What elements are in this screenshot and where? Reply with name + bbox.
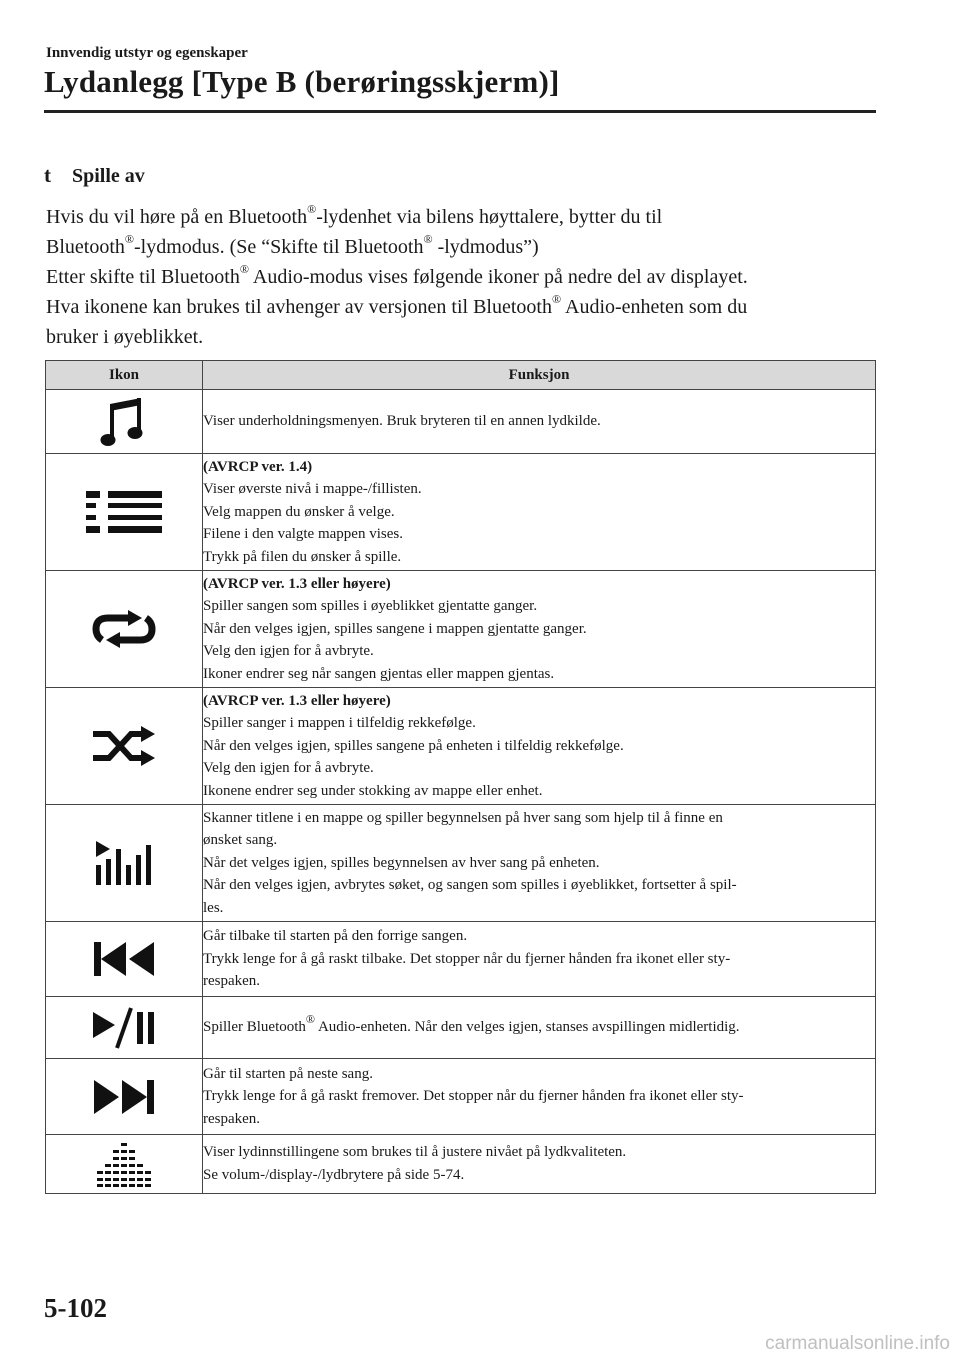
table-row <box>46 805 876 922</box>
repeat-icon <box>92 608 156 650</box>
icon-cell <box>46 997 203 1059</box>
shuffle-icon <box>91 725 157 767</box>
intro-text <box>46 202 876 352</box>
icon-function-table <box>45 360 876 1194</box>
icon-cell <box>46 922 203 997</box>
music-note-icon <box>98 394 150 450</box>
column-header-icon: Ikon <box>46 361 203 390</box>
icon-cell <box>46 688 203 805</box>
icon-cell <box>46 1059 203 1135</box>
icon-cell <box>46 454 203 571</box>
intro-line-5: bruker i øyeblikket. <box>46 326 204 348</box>
table-row <box>46 1135 876 1194</box>
function-description: Skanner titlene i en mappe og spiller begynnelsen på hver sang som hjelp til å finne en ønsket sang. Når det velges igjen, spilles begynnelsen av hver sang på enheten. Når den velges igjen, avbrytes søket, og sangen som spilles i øyeblikket, fortsetter å spil- les. <box>203 805 876 922</box>
table-row <box>46 571 876 688</box>
icon-cell <box>46 805 203 922</box>
previous-track-icon <box>92 940 156 978</box>
subheading-text: Spille av <box>72 165 145 187</box>
subheading <box>44 163 145 188</box>
subheading-bullet: t <box>44 163 51 187</box>
table-row <box>46 390 876 454</box>
scan-icon <box>94 839 154 887</box>
intro-line-4: Hva ikonene kan brukes til avhenger av versjonen til Bluetooth® Audio-enheten som du <box>46 292 748 318</box>
equalizer-icon <box>97 1141 151 1187</box>
section-label: Innvendig utstyr og egenskaper <box>46 45 248 61</box>
function-description: (AVRCP ver. 1.4) Viser øverste nivå i mappe-/fillisten. Velg mappen du ønsker å velge. Filene i den valgte mappen vises. Trykk på filen du ønsker å spille. <box>203 454 876 571</box>
function-description: Spiller Bluetooth® Audio-enheten. Når den velges igjen, stanses avspillingen midlertidig. <box>203 997 876 1059</box>
function-description: (AVRCP ver. 1.3 eller høyere) Spiller sangen som spilles i øyeblikket gjentatte ganger. Når den velges igjen, spilles sangene i mappen gjentatte ganger. Velg den igjen for å avbryte. Ikoner endrer seg når sangen gjentas eller mappen gjentas. <box>203 571 876 688</box>
table-row <box>46 922 876 997</box>
folder-list-icon <box>86 489 162 535</box>
table-row <box>46 997 876 1059</box>
icon-cell <box>46 1135 203 1194</box>
intro-line-2: Bluetooth®-lydmodus. (Se “Skifte til Bluetooth® -lydmodus”) <box>46 232 539 258</box>
column-header-function: Funksjon <box>203 361 876 390</box>
function-description: (AVRCP ver. 1.3 eller høyere) Spiller sanger i mappen i tilfeldig rekkefølge. Når den velges igjen, spilles sangene på enheten i tilfeldig rekkefølge. Velg den igjen for å avbryte. Ikonene endrer seg under stokking av mappe eller enhet. <box>203 688 876 805</box>
page-number: 5-102 <box>44 1293 107 1323</box>
function-description: Viser lydinnstillingene som brukes til å justere nivået på lydkvaliteten. Se volum-/display-/lydbrytere på side 5-74. <box>203 1135 876 1194</box>
table-row <box>46 1059 876 1135</box>
page-title: Lydanlegg [Type B (berøringsskjerm)] <box>44 64 560 99</box>
function-description: Viser underholdningsmenyen. Bruk bryteren til en annen lydkilde. <box>203 390 876 454</box>
watermark: carmanualsonline.info <box>765 1333 950 1354</box>
table-row <box>46 688 876 805</box>
table-row <box>46 454 876 571</box>
play-pause-icon <box>91 1006 157 1050</box>
icon-cell <box>46 390 203 454</box>
table-header-row <box>46 361 876 390</box>
title-divider <box>44 110 876 113</box>
function-description: Går til starten på neste sang. Trykk lenge for å gå raskt fremover. Det stopper når du fjerner hånden fra ikonet eller sty- respaken. <box>203 1059 876 1135</box>
intro-line-3: Etter skifte til Bluetooth® Audio-modus vises følgende ikoner på nedre del av displayet. <box>46 262 748 288</box>
next-track-icon <box>92 1078 156 1116</box>
icon-cell <box>46 571 203 688</box>
function-description: Går tilbake til starten på den forrige sangen. Trykk lenge for å gå raskt tilbake. Det stopper når du fjerner hånden fra ikonet eller sty- respaken. <box>203 922 876 997</box>
intro-line-1: Hvis du vil høre på en Bluetooth®-lydenhet via bilens høyttalere, bytter du til <box>46 202 663 228</box>
